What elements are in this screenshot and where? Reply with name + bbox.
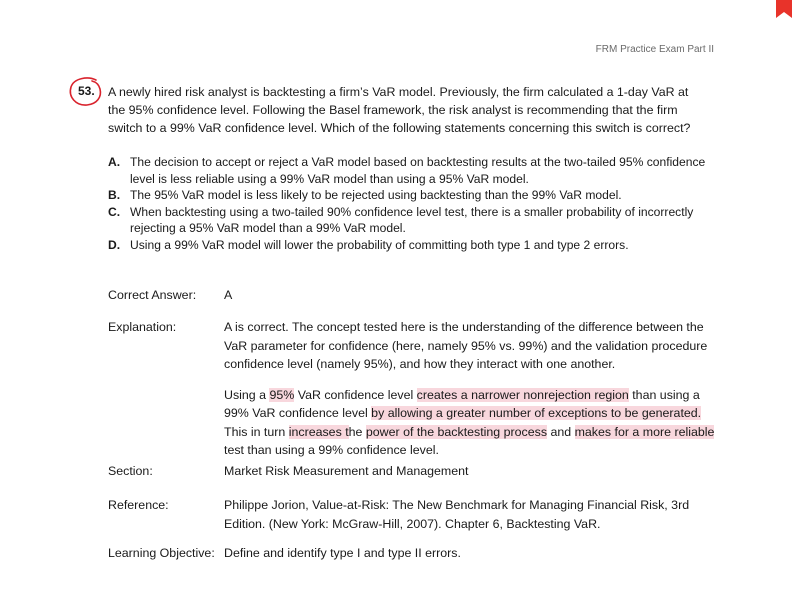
explanation-label: Explanation:	[108, 320, 177, 334]
explanation-body	[224, 318, 718, 460]
section-row	[108, 462, 718, 481]
section-value: Market Risk Measurement and Management	[224, 464, 469, 478]
explanation-row	[108, 318, 718, 460]
correct-answer-value: A	[224, 288, 233, 302]
option-text: When backtesting using a two-tailed 90% confidence level test, there is a smaller probability of incorrectly rejecting a 95% VaR model than a 99% VaR model.	[130, 204, 694, 235]
highlight: creates a narrower nonrejection region	[416, 387, 629, 402]
correct-answer-row	[108, 286, 718, 305]
option-a[interactable]	[108, 154, 708, 187]
bookmark-icon[interactable]	[776, 0, 792, 18]
answer-options	[108, 154, 708, 253]
highlight: power of the backtesting process	[365, 424, 548, 439]
question-number	[72, 81, 102, 105]
highlight: increases t	[288, 424, 349, 439]
text-segment: than using a 99% VaR confidence level	[224, 387, 700, 420]
learning-objective-value: Define and identify type I and type II errors.	[224, 546, 461, 560]
option-d[interactable]	[108, 237, 708, 254]
option-letter: A.	[108, 155, 121, 169]
option-letter: B.	[108, 188, 121, 202]
text-segment: he	[348, 424, 366, 439]
section-label: Section:	[108, 464, 153, 478]
learning-objective-row	[108, 544, 718, 563]
reference-label: Reference:	[108, 498, 169, 512]
option-text: The decision to accept or reject a VaR model based on backtesting results at the two-tailed 95% confidence level is less reliable using a 99% VaR model than using a 95% VaR model.	[130, 155, 706, 186]
text-segment: VaR confidence level	[294, 387, 417, 402]
option-c[interactable]	[108, 204, 708, 237]
option-text: Using a 99% VaR model will lower the probability of committing both type 1 and type 2 errors.	[130, 237, 629, 252]
reference-value: Philippe Jorion, Value-at-Risk: The New Benchmark for Managing Financial Risk, 3rd Edition. (New York: McGraw-Hill, 2007). Chapter 6, Backtesting VaR.	[224, 498, 690, 531]
text-segment: and	[547, 424, 575, 439]
learning-objective-label: Learning Objective:	[108, 546, 215, 560]
question-number-label: 53.	[78, 84, 95, 98]
explanation-paragraph-2	[224, 386, 718, 460]
option-text: The 95% VaR model is less likely to be rejected using backtesting than the 99% VaR model.	[130, 188, 622, 202]
option-b[interactable]	[108, 187, 708, 204]
explanation-paragraph-1: A is correct. The concept tested here is the understanding of the difference between the VaR parameter for confidence (here, namely 95% vs. 99%) and the validation procedure confidence level (namely 95%), and how they interact with one another.	[224, 320, 708, 371]
reference-row	[108, 496, 718, 533]
highlight: 95%	[269, 387, 295, 402]
option-letter: C.	[108, 204, 121, 219]
text-segment: test than using a 99% confidence level.	[224, 443, 439, 457]
text-segment: Using a	[224, 387, 270, 402]
option-letter: D.	[108, 237, 121, 252]
correct-answer-label: Correct Answer:	[108, 288, 197, 302]
highlight: makes for a more reliable	[574, 424, 715, 439]
text-segment: This in turn	[224, 424, 289, 439]
question-stem: A newly hired risk analyst is backtesting a firm’s VaR model. Previously, the firm calculated a 1-day VaR at the 95% confidence level. Following the Basel framework, the risk analyst is recommending that the firm switch to a 99% VaR confidence level. Which of the following statements concerning this switch is correct?	[108, 85, 691, 135]
highlight: by allowing a greater number of exceptions to be generated.	[371, 406, 702, 420]
page-header-title: FRM Practice Exam Part II	[595, 44, 714, 55]
